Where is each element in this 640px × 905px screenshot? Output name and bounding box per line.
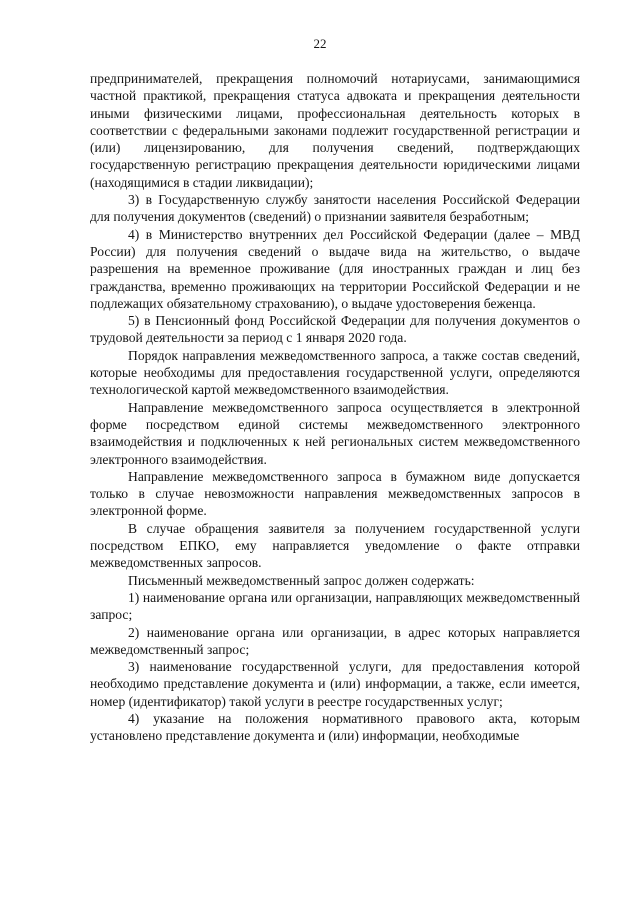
paragraph-item-4: 4) в Министерство внутренних дел Российской Федерации (далее – МВД России) для получения сведений о выдаче вида на жительство, о выдаче разрешения на временное проживание (для иностранных граждан и лиц без гражданства, временно проживающих на территории Российской Федерации и не подлежащих обязательному страхованию), о выдаче удостоверения беженца.	[90, 226, 580, 311]
paragraph-content-item-3: 3) наименование государственной услуги, для предоставления которой необходимо представление документа и (или) информации, а также, если имеется, номер (идентификатор) такой услуги в реестре государственных услуг;	[90, 659, 580, 709]
paragraph-item-5: 5) в Пенсионный фонд Российской Федерации для получения документов о трудовой деятельности за период с 1 января 2020 года.	[90, 313, 580, 346]
paragraph-paper-form: Направление межведомственного запроса в бумажном виде допускается только в случае невозможности направления межведомственных запросов в электронной форме.	[90, 468, 580, 519]
paragraph-content-item-1: 1) наименование органа или организации, направляющих межведомственный запрос;	[90, 589, 580, 623]
paragraph-request-procedure: Порядок направления межведомственного запроса, а также состав сведений, которые необходимы для предоставления государственной услуги, определяются технологической картой межведомственного взаимодействия.	[90, 347, 580, 398]
paragraph-content-item-4: 4) указание на положения нормативного правового акта, которым установлено представление документа и (или) информации, необходимые	[90, 710, 580, 744]
paragraph-request-contents: Письменный межведомственный запрос должен содержать:	[128, 572, 475, 588]
paragraph-content-item-2: 2) наименование органа или организации, в адрес которых направляется межведомственный запрос;	[90, 624, 580, 657]
paragraph-continuation: предпринимателей, прекращения полномочий нотариусами, занимающимися частной практикой, прекращения статуса адвоката и прекращения деятельности иными физическими лицами, профессиональная деятельность которых в соответствии с федеральными законами подлежит государственной регистрации и (или) лицензированию, для получения сведений, подтверждающих государственную регистрацию прекращения деятельности юридическими лицами (находящимися в стадии ликвидации);	[90, 71, 580, 190]
paragraph-electronic-form: Направление межведомственного запроса осуществляется в электронной форме посредством единой системы межведомственного электронного взаимодействия и подключенных к ней региональных систем межведомственного электронного взаимодействия.	[90, 399, 580, 467]
document-body	[90, 70, 580, 745]
page-number: 22	[313, 36, 327, 51]
paragraph-item-3: 3) в Государственную службу занятости населения Российской Федерации для получения документов (сведений) о признании заявителя безработным;	[90, 192, 580, 225]
paragraph-epko-notice: В случае обращения заявителя за получением государственной услуги посредством ЕПКО, ему направляется уведомление о факте отправки межведомственных запросов.	[90, 520, 580, 571]
